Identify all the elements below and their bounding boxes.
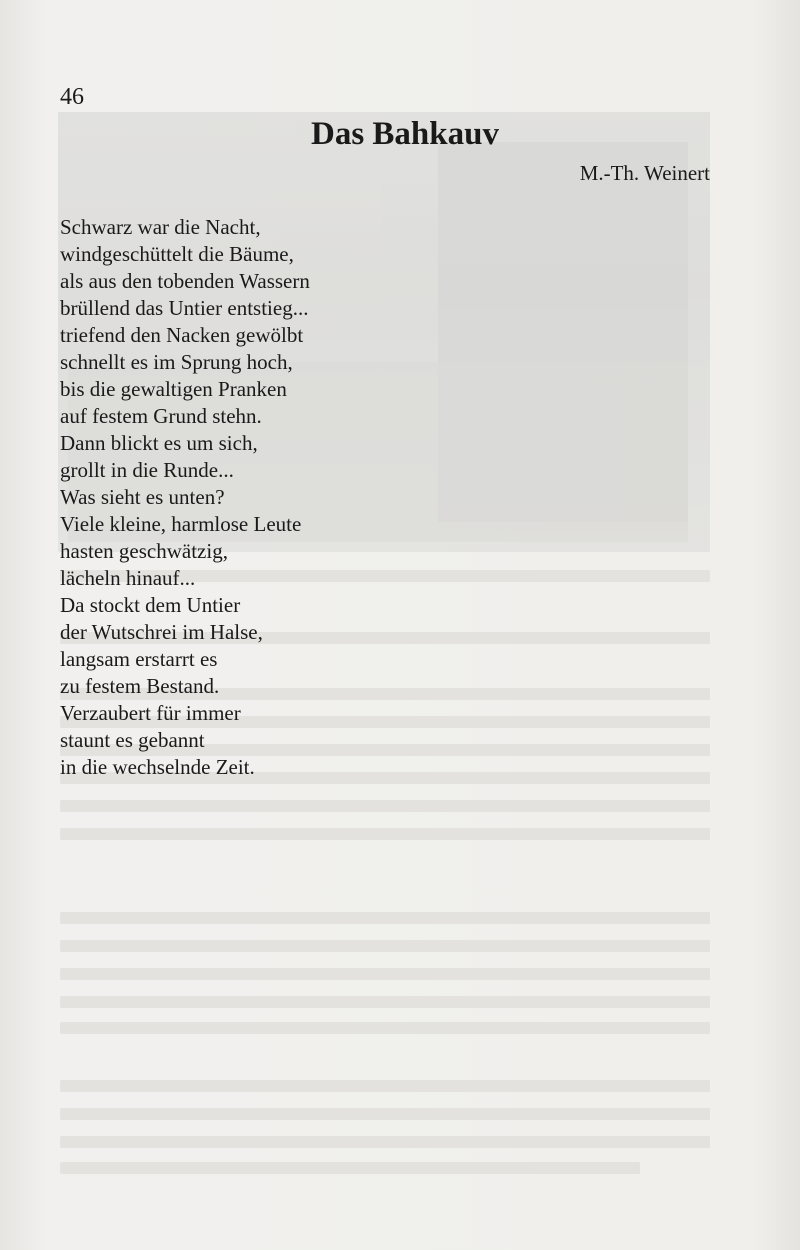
poem-line: Viele kleine, harmlose Leute: [60, 512, 302, 536]
poem-author: M.-Th. Weinert: [579, 161, 710, 185]
show-through-text: [60, 1022, 710, 1034]
poem-line: triefend den Nacken gewölbt: [60, 323, 304, 347]
poem-line: Schwarz war die Nacht,: [60, 215, 261, 239]
poem-line: zu festem Bestand.: [60, 674, 220, 698]
poem-line: grollt in die Runde...: [60, 458, 234, 482]
poem-line: lächeln hinauf...: [60, 566, 196, 590]
show-through-text: [60, 1080, 710, 1092]
poem-line: hasten geschwätzig,: [60, 539, 228, 563]
poem-line: Da stockt dem Untier: [60, 593, 241, 617]
show-through-text: [60, 1108, 710, 1120]
show-through-text: [60, 996, 710, 1008]
poem-title: Das Bahkauv: [311, 116, 499, 152]
poem-line: schnellt es im Sprung hoch,: [60, 350, 293, 374]
poem-line: bis die gewaltigen Pranken: [60, 377, 287, 401]
poem-line: Verzaubert für immer: [60, 701, 241, 725]
poem-body: [60, 214, 310, 781]
poem-line: Dann blickt es um sich,: [60, 431, 258, 455]
poem-line: auf festem Grund stehn.: [60, 404, 262, 428]
show-through-text: [60, 912, 710, 924]
show-through-text: [60, 1162, 640, 1174]
poem-line: Was sieht es unten?: [60, 485, 225, 509]
poem-line: brüllend das Untier entstieg...: [60, 296, 309, 320]
show-through-text: [60, 828, 710, 840]
poem-line: langsam erstarrt es: [60, 647, 218, 671]
poem-line: als aus den tobenden Wassern: [60, 269, 310, 293]
poem-line: der Wutschrei im Halse,: [60, 620, 263, 644]
show-through-text: [60, 940, 710, 952]
show-through-text: [60, 1136, 710, 1148]
poem-line: windgeschüttelt die Bäume,: [60, 242, 294, 266]
show-through-text: [60, 800, 710, 812]
poem-line: staunt es gebannt: [60, 728, 205, 752]
show-through-text: [60, 968, 710, 980]
page-number: 46: [60, 84, 84, 110]
poem-line: in die wechselnde Zeit.: [60, 755, 255, 779]
